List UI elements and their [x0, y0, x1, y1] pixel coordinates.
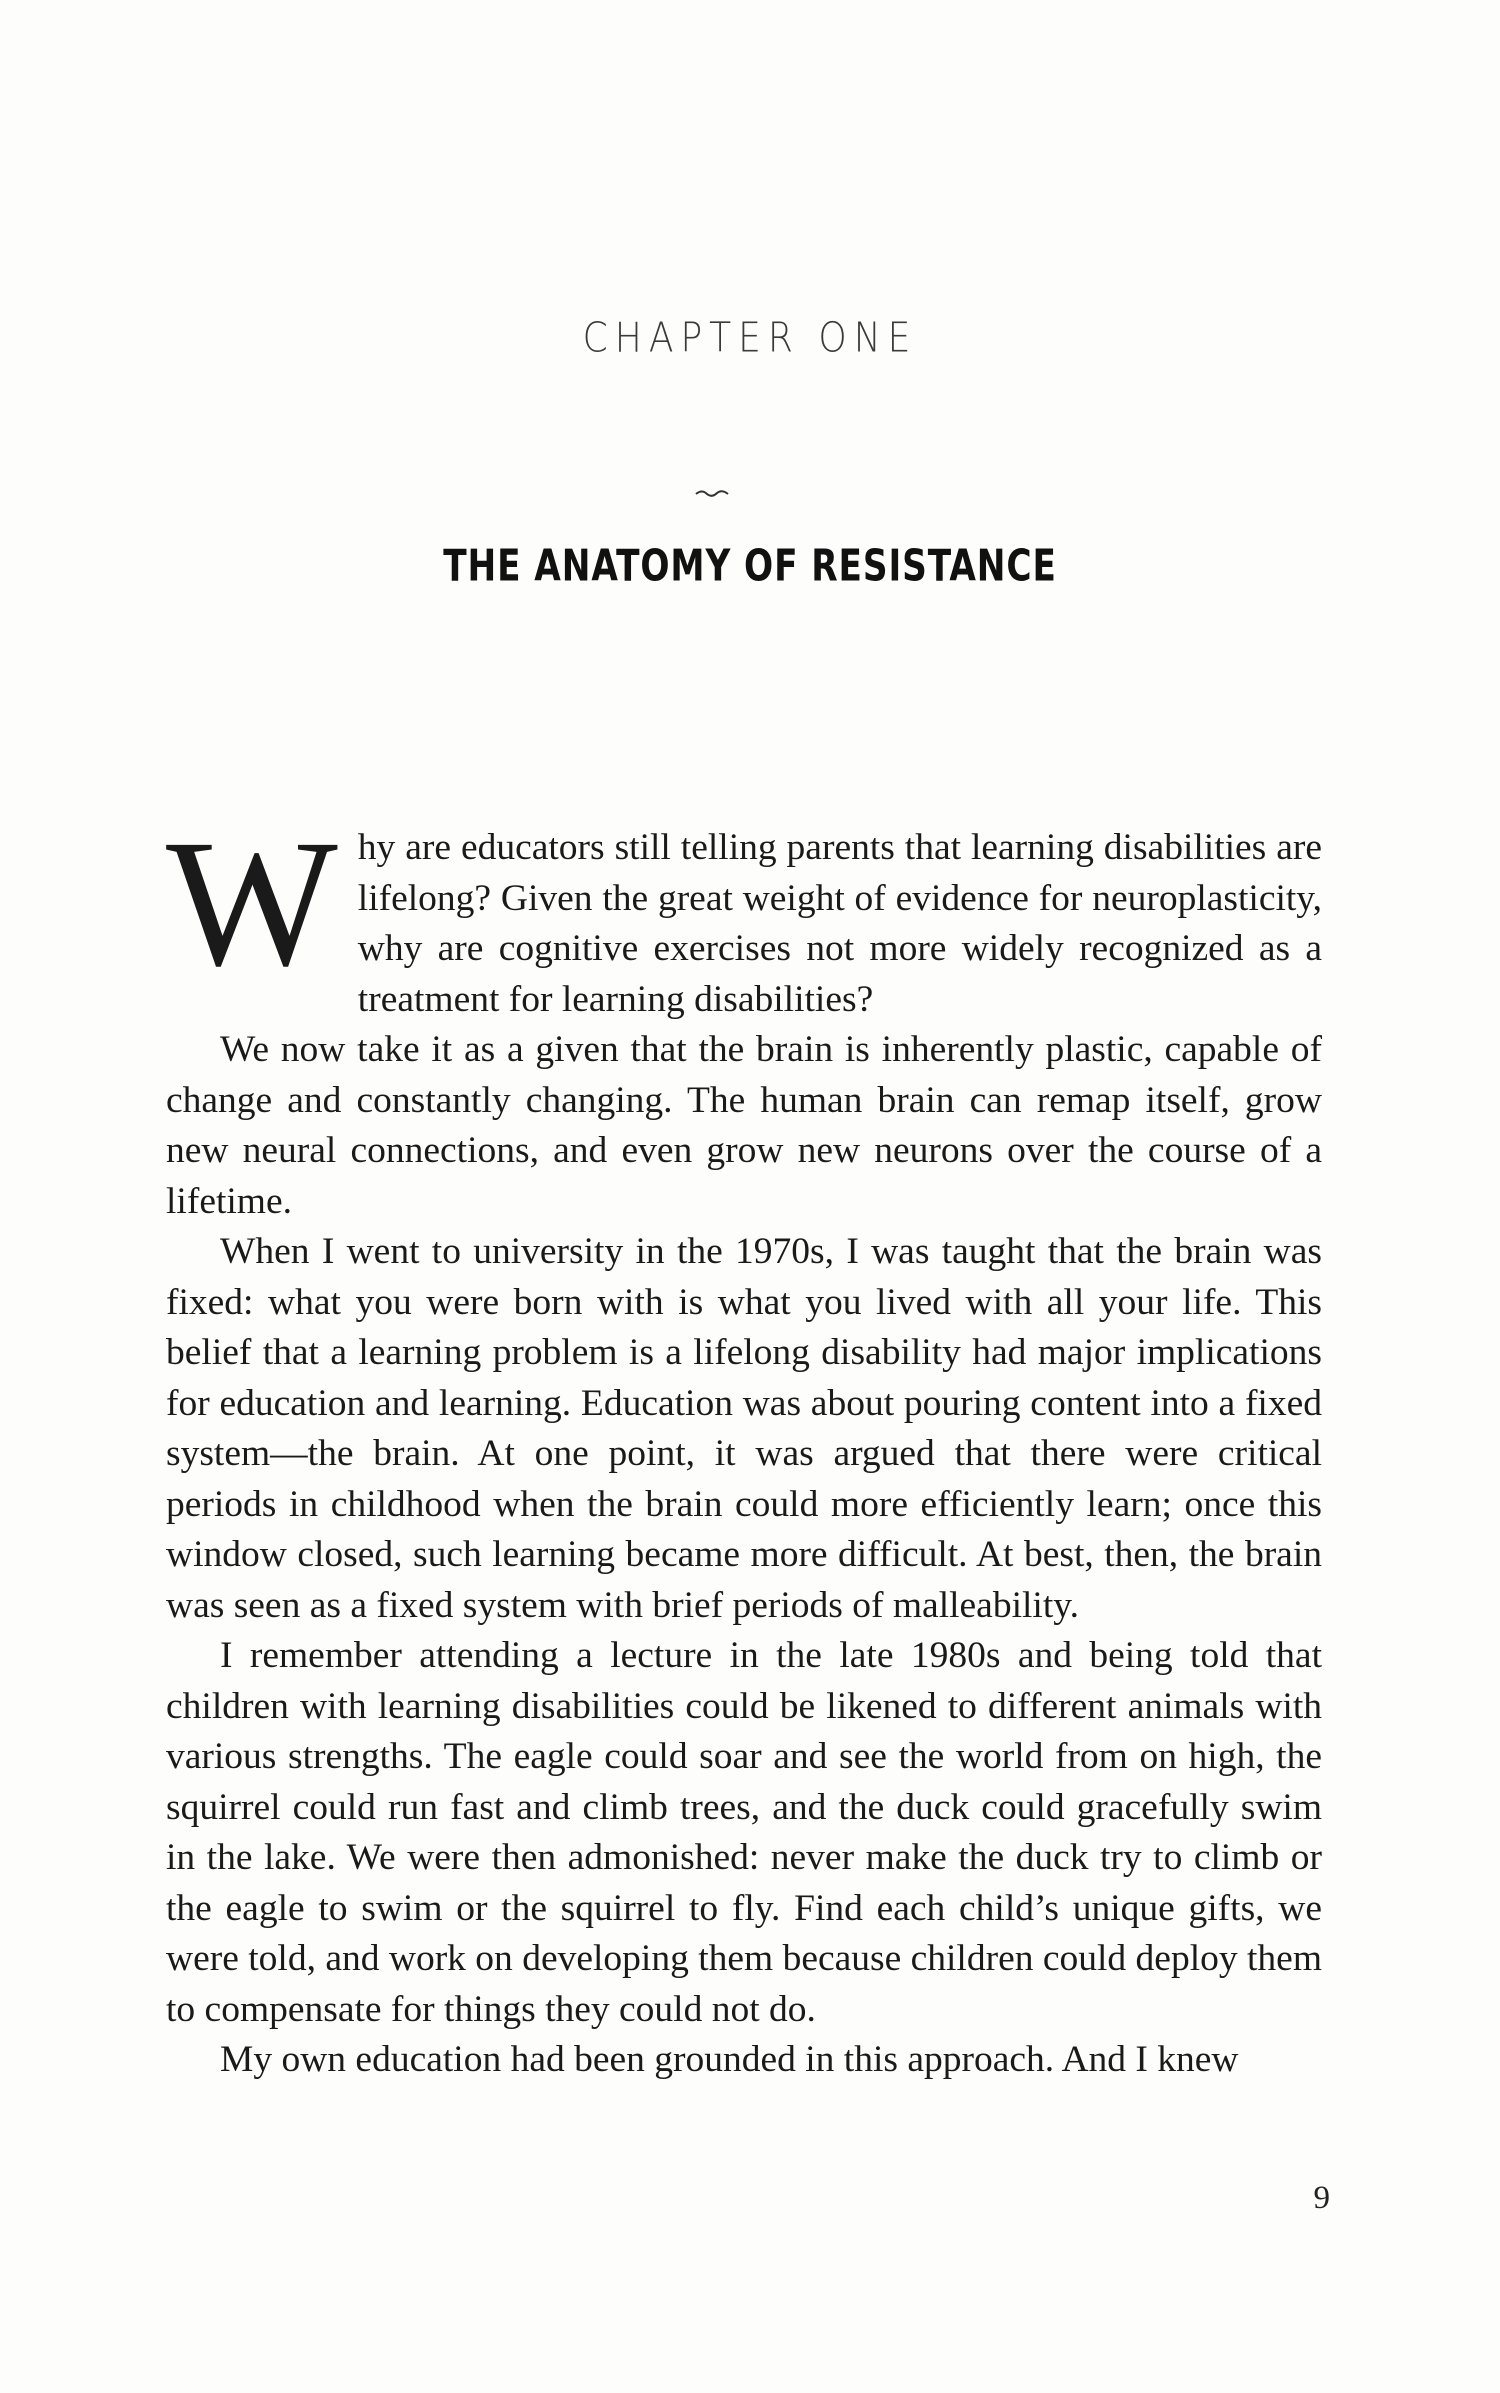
- paragraph-1: [166, 803, 1322, 1025]
- page-number: 9: [1313, 2180, 1330, 2216]
- paragraph-5: My own education had been grounded in this approach. And I knew: [220, 2039, 1239, 2080]
- paragraph-1-text: hy are educators still telling parents that learning disabilities are lifelong? Given the great weight of evidence for neuroplasticity, why are cognitive exercises not more widely recognized as a treatment for learning disabilities?: [357, 827, 1322, 1020]
- drop-cap: W: [166, 803, 338, 1004]
- paragraph-2: We now take it as a given that the brain is inherently plastic, capable of change and constantly changing. The human brain can remap itself, grow new neural connections, and even grow new neurons over the course of a lifetime.: [166, 1029, 1322, 1222]
- chapter-title: THE ANATOMY OF RESISTANCE: [443, 541, 1057, 592]
- body-text: [166, 803, 1322, 2086]
- chapter-label: CHAPTER ONE: [582, 314, 918, 363]
- paragraph-4: I remember attending a lecture in the late 1980s and being told that children with learning disabilities could be likened to different animals with various strengths. The eagle could soar and see the world from on high, the squirrel could run fast and climb trees, and the duck could gracefully swim in the lake. We were then admonished: never make the duck try to climb or the eagle to swim or the squirrel to fly. Find each child’s unique gifts, we were told, and work on developing them because children could deploy them to compensate for things they could not do.: [166, 1635, 1322, 2030]
- paragraph-3: When I went to university in the 1970s, I was taught that the brain was fixed: what you were born with is what you lived with all your life. This belief that a learning problem is a lifelong disability had major implications for education and learning. Education was about pouring content into a fixed system—the brain. At one point, it was argued that there were critical periods in childhood when the brain could more efficiently learn; once this window closed, such learning became more difficult. At best, then, the brain was seen as a fixed system with brief periods of malleability.: [166, 1231, 1322, 1626]
- ornament-flourish-icon: [692, 486, 732, 500]
